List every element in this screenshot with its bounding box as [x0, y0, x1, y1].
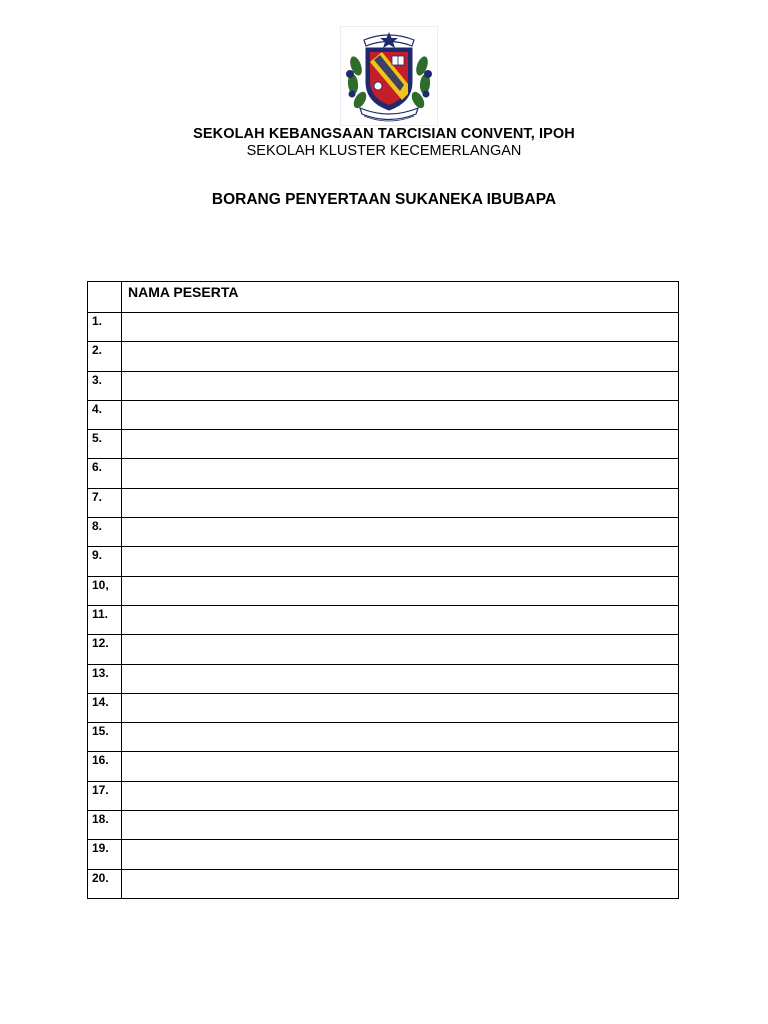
row-number-cell: [88, 693, 122, 722]
table-row: [88, 400, 679, 429]
row-number-cell: [88, 781, 122, 810]
participant-name-cell[interactable]: [122, 693, 679, 722]
table-header-row: [88, 282, 679, 313]
row-number: 2.: [92, 343, 103, 358]
participant-name-cell[interactable]: [122, 400, 679, 429]
participant-table: [87, 281, 679, 899]
table-row: [88, 547, 679, 576]
row-number: 13.: [92, 665, 109, 680]
row-number: 7.: [92, 489, 103, 504]
participant-name-cell[interactable]: [122, 342, 679, 371]
table-row: [88, 664, 679, 693]
table-row: [88, 869, 679, 898]
participant-name-cell[interactable]: [122, 518, 679, 547]
table-row: [88, 752, 679, 781]
row-number: 10,: [92, 577, 109, 592]
participant-name-cell[interactable]: [122, 840, 679, 869]
table-row: [88, 693, 679, 722]
row-number-cell: [88, 664, 122, 693]
row-number-cell: [88, 488, 122, 517]
row-number-cell: [88, 342, 122, 371]
row-number-cell: [88, 752, 122, 781]
table-row: [88, 518, 679, 547]
table-row: [88, 342, 679, 371]
participant-name-cell[interactable]: [122, 488, 679, 517]
row-number-cell: [88, 605, 122, 634]
row-number: 18.: [92, 812, 109, 827]
participant-name-cell[interactable]: [122, 430, 679, 459]
row-number-cell: [88, 400, 122, 429]
table-row: [88, 313, 679, 342]
row-number: 14.: [92, 694, 109, 709]
participant-name-cell[interactable]: [122, 313, 679, 342]
row-number-cell: [88, 635, 122, 664]
table-row: [88, 781, 679, 810]
row-number: 8.: [92, 519, 103, 534]
table-row: [88, 811, 679, 840]
participant-name-cell[interactable]: [122, 605, 679, 634]
row-number: 11.: [92, 606, 109, 621]
row-number: 19.: [92, 841, 109, 856]
form-title: BORANG PENYERTAAN SUKANEKA IBUBAPA: [211, 191, 557, 208]
row-number-cell: [88, 547, 122, 576]
row-number-cell: [88, 840, 122, 869]
participant-name-cell[interactable]: [122, 781, 679, 810]
participant-name-cell[interactable]: [122, 752, 679, 781]
table-row: [88, 371, 679, 400]
table-row: [88, 840, 679, 869]
row-number: 6.: [92, 460, 103, 475]
row-number: 17.: [92, 782, 109, 797]
row-number-cell: [88, 518, 122, 547]
table-row: [88, 488, 679, 517]
participant-name-cell[interactable]: [122, 371, 679, 400]
header-name-label: NAMA PESERTA: [128, 284, 239, 300]
school-subtitle: SEKOLAH KLUSTER KECEMERLANGAN: [246, 143, 522, 159]
school-crest-logo: [340, 26, 438, 126]
table-row: [88, 459, 679, 488]
row-number-cell: [88, 811, 122, 840]
participant-name-cell[interactable]: [122, 811, 679, 840]
row-number-cell: [88, 723, 122, 752]
row-number-cell: [88, 459, 122, 488]
row-number: 20.: [92, 870, 109, 885]
participant-name-cell[interactable]: [122, 664, 679, 693]
row-number: 5.: [92, 431, 103, 446]
row-number: 15.: [92, 724, 109, 739]
row-number-cell: [88, 313, 122, 342]
row-number: 9.: [92, 548, 103, 563]
header-name-cell: [122, 282, 679, 313]
row-number: 16.: [92, 753, 109, 768]
participant-name-cell[interactable]: [122, 869, 679, 898]
row-number-cell: [88, 869, 122, 898]
participant-name-cell[interactable]: [122, 547, 679, 576]
table-row: [88, 576, 679, 605]
row-number: 3.: [92, 372, 103, 387]
row-number: 4.: [92, 401, 103, 416]
table-row: [88, 605, 679, 634]
header-number-cell: [88, 282, 122, 313]
row-number: 1.: [92, 314, 103, 328]
table-row: [88, 723, 679, 752]
row-number-cell: [88, 371, 122, 400]
participant-name-cell[interactable]: [122, 576, 679, 605]
participant-name-cell[interactable]: [122, 723, 679, 752]
row-number-cell: [88, 576, 122, 605]
participant-name-cell[interactable]: [122, 635, 679, 664]
row-number-cell: [88, 430, 122, 459]
table-row: [88, 635, 679, 664]
row-number: 12.: [92, 636, 109, 651]
table-row: [88, 430, 679, 459]
participant-name-cell[interactable]: [122, 459, 679, 488]
school-name: SEKOLAH KEBANGSAAN TARCISIAN CONVENT, IPOH: [193, 126, 575, 142]
